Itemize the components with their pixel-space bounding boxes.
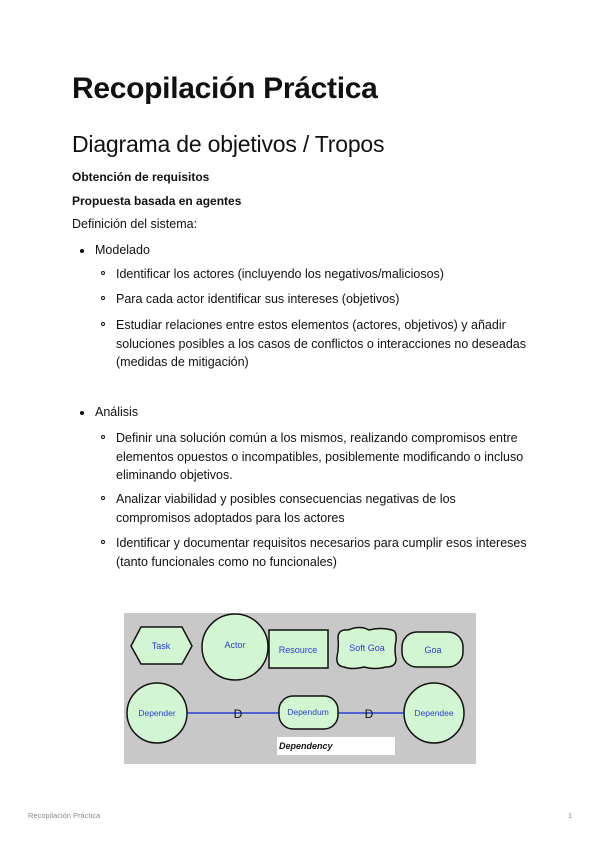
dependency-marker: D (233, 707, 243, 721)
section-title: Diagrama de objetivos / Tropos (72, 131, 385, 157)
list-item (80, 405, 138, 419)
depender-label: Depender (138, 708, 176, 718)
dependum-label: Dependum (287, 707, 329, 717)
subheading-agentes: Propuesta basada en agentes (72, 194, 242, 208)
list-item: Analizar viabilidad y posibles consecuencias negativas de los compromisos adoptados para los actores (101, 490, 531, 527)
list-item-label: Modelado (95, 243, 150, 257)
actor-label: Actor (224, 640, 246, 650)
softgoal-label: Soft Goa (349, 643, 385, 653)
list-item: Identificar los actores (incluyendo los negativos/maliciosos) (101, 265, 531, 284)
list-item-label: Análisis (95, 405, 139, 419)
tropos-legend-diagram (124, 613, 476, 764)
dependency-marker: D (364, 707, 374, 721)
page-title: Recopilación Práctica (72, 72, 378, 105)
dependee-label: Dependee (414, 708, 454, 718)
footer-page-number: 1 (568, 811, 573, 820)
dependency-caption: Dependency (279, 741, 333, 751)
list-item: Estudiar relaciones entre estos elementos (actores, objetivos) y añadir soluciones posibles a los casos de conflictos o interacciones no deseadas (medidas de mitigación) (101, 316, 531, 372)
intro-text: Definición del sistema: (72, 217, 198, 231)
list-item: Definir una solución común a los mismos, realizando compromisos entre elementos opuestos o incompatibles, posiblemente modificando o incluso eliminando objetivos. (101, 429, 531, 485)
resource-label: Resource (278, 645, 318, 655)
list-item: Para cada actor identificar sus intereses (objetivos) (101, 290, 531, 309)
subheading-requisitos: Obtención de requisitos (72, 170, 210, 184)
footer-title: Recopilación Práctica (28, 811, 101, 820)
list-item: Identificar y documentar requisitos necesarios para cumplir esos intereses (tanto funcionales como no funcionales) (101, 534, 531, 571)
list-item (80, 243, 150, 257)
task-label: Task (151, 641, 171, 651)
goal-label: Goa (424, 645, 442, 655)
